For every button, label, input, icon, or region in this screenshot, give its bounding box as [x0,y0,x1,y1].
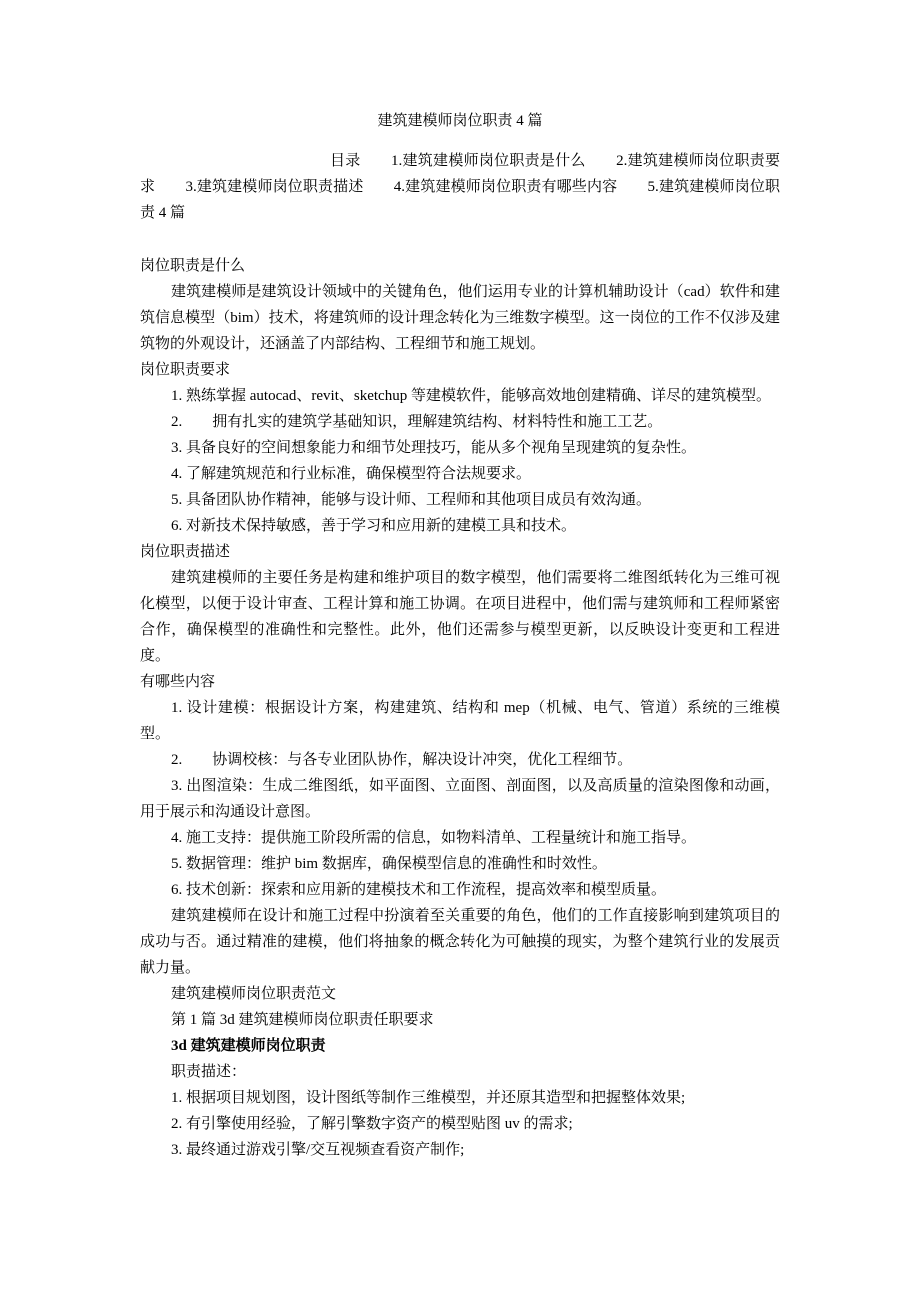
list-item-paragraph: 4. 了解建筑规范和行业标准，确保模型符合法规要求。 [171,466,532,482]
list-item-paragraph: 3. 最终通过游戏引擎/交互视频查看资产制作; [171,1142,465,1158]
list-item-paragraph: 3. 具备良好的空间想象能力和细节处理技巧，能从多个视角呈现建筑的复杂性。 [171,440,697,456]
body-paragraph: 第 1 篇 3d 建筑建模师岗位职责任职要求 [171,1012,434,1028]
section-heading-what-is: 岗位职责是什么 [140,258,246,274]
body-paragraph: 建筑建模师岗位职责范文 [171,986,337,1002]
list-item-paragraph: 5. 具备团队协作精神，能够与设计师、工程师和其他项目成员有效沟通。 [171,492,652,508]
list-item-paragraph: 6. 技术创新：探索和应用新的建模技术和工作流程，提高效率和模型质量。 [171,882,667,898]
section-heading-requirements: 岗位职责要求 [140,362,231,378]
list-item-paragraph: 2. 协调校核：与各专业团队协作，解决设计冲突，优化工程细节。 [171,752,633,768]
section-heading-contents: 有哪些内容 [140,674,216,690]
table-of-contents: 目录 1.建筑建模师岗位职责是什么 2.建筑建模师岗位职责要求 3.建筑建模师岗位职责描述 4.建筑建模师岗位职责有哪些内容 5.建筑建模师岗位职责 4 篇 [140,153,780,221]
section-heading-description: 岗位职责描述 [140,544,231,560]
list-item-paragraph: 4. 施工支持：提供施工阶段所需的信息，如物料清单、工程量统计和施工指导。 [171,830,697,846]
list-item-paragraph: 1. 根据项目规划图，设计图纸等制作三维模型，并还原其造型和把握整体效果; [171,1090,686,1106]
list-item-paragraph: 1. 熟练掌握 autocad、revit、sketchup 等建模软件，能够高效地创建精确、详尽的建筑模型。 [171,388,771,404]
list-item-paragraph: 2. 拥有扎实的建筑学基础知识，理解建筑结构、材料特性和施工工艺。 [171,414,663,430]
sample-heading: 3d 建筑建模师岗位职责 [171,1038,326,1054]
list-item-paragraph: 2. 有引擎使用经验，了解引擎数字资产的模型贴图 uv 的需求; [171,1116,573,1132]
list-item-paragraph: 3. 出图渲染：生成二维图纸，如平面图、立面图、剖面图，以及高质量的渲染图像和动画，用于展示和沟通设计意图。 [140,778,780,820]
list-item-paragraph: 1. 设计建模：根据设计方案，构建建筑、结构和 mep（机械、电气、管道）系统的三维模型。 [140,700,780,742]
body-paragraph: 建筑建模师在设计和施工过程中扮演着至关重要的角色，他们的工作直接影响到建筑项目的成功与否。通过精准的建模，他们将抽象的概念转化为可触摸的现实，为整个建筑行业的发展贡献力量。 [140,908,780,976]
document-title: 建筑建模师岗位职责 4 篇 [377,113,543,129]
sample-subheading: 职责描述： [171,1064,247,1080]
body-paragraph: 建筑建模师是建筑设计领域中的关键角色，他们运用专业的计算机辅助设计（cad）软件和建筑信息模型（bim）技术，将建筑师的设计理念转化为三维数字模型。这一岗位的工作不仅涉及建筑物的外观设计，还涵盖了内部结构、工程细节和施工规划。 [140,284,780,352]
body-paragraph: 建筑建模师的主要任务是构建和维护项目的数字模型，他们需要将二维图纸转化为三维可视化模型，以便于设计审查、工程计算和施工协调。在项目进程中，他们需与建筑师和工程师紧密合作，确保模型的准确性和完整性。此外，他们还需参与模型更新，以反映设计变更和工程进度。 [140,570,780,664]
list-item-paragraph: 6. 对新技术保持敏感，善于学习和应用新的建模工具和技术。 [171,518,577,534]
list-item-paragraph: 5. 数据管理：维护 bim 数据库，确保模型信息的准确性和时效性。 [171,856,607,872]
